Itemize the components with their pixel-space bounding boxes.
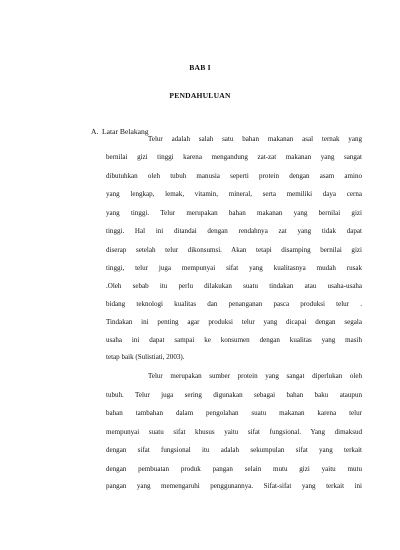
paragraph-line: yang tinggi. Telur merupakan bahan makanan yang bernilai gizi xyxy=(106,209,362,217)
chapter-number: BAB I xyxy=(189,63,211,72)
section-marker: A. xyxy=(91,127,99,136)
paragraph-line: .Oleh sebab itu perlu dilakukan suatu tindakan atau usaha-usaha xyxy=(106,282,362,290)
paragraph-line: tinggi. Hal ini ditandai dengan rendahnya zat yang tidak dapat xyxy=(106,227,362,235)
paragraph-line: yang lengkap, lemak, vitamin, mineral, serta memiliki daya cerna xyxy=(106,190,362,198)
paragraph-line: mempunyai suatu sifat khusus yaitu sifat fungsional. Yang dimaksud xyxy=(106,428,362,436)
paragraph-line: usaha ini dapat sampai ke konsumen dengan kualitas yang masih xyxy=(106,336,362,344)
paragraph-line: Telur adalah salah satu bahan makanan asal ternak yang xyxy=(148,135,362,143)
paragraph-line: pangan yang memengaruhi penggunannya. Sifat-sifat yang terkait ini xyxy=(106,482,362,490)
paragraph-line: tubuh. Telur juga sering digunakan sebagai bahan baku ataupun xyxy=(106,391,362,399)
paragraph-line: bernilai gizi tinggi karena mengandung zat-zat makanan yang sangat xyxy=(106,153,362,161)
paragraph-line: tetap baik (Sulistiati, 2003). xyxy=(106,353,185,361)
paragraph-line: bidang teknologi kualitas dan penanganan pasca produksi telur . xyxy=(106,300,362,308)
paragraph-line: Telur merupakan sumber protein yang sangat diperlukan oleh xyxy=(148,372,362,380)
chapter-title: PENDAHULUAN xyxy=(169,91,231,100)
section-heading xyxy=(91,127,149,136)
section-title: Latar Belakang xyxy=(102,127,149,136)
paragraph-line: diserap setelah telur dikonsumsi. Akan tetapi disamping bernilai gizi xyxy=(106,246,362,254)
paragraph-line: Tindakan ini penting agar produksi telur yang dicapai dengan segala xyxy=(106,318,362,326)
paragraph-line: dengan pembuatan produk pangan selain mutu gizi yaitu mutu xyxy=(106,465,362,473)
paragraph-line: tinggi, telur juga mempunyai sifat yang kualitasnya mudah rusak xyxy=(106,264,362,272)
paragraph-line: dengan sifat fungsional itu adalah sekumpulan sifat yang terkait xyxy=(106,446,362,454)
paragraph-line: bahan tambahan dalam pengolahan suatu makanan karena telur xyxy=(106,409,362,417)
paragraph-line: dibutuhkan oleh tubuh manusia seperti protein dengan asam amino xyxy=(106,172,362,180)
